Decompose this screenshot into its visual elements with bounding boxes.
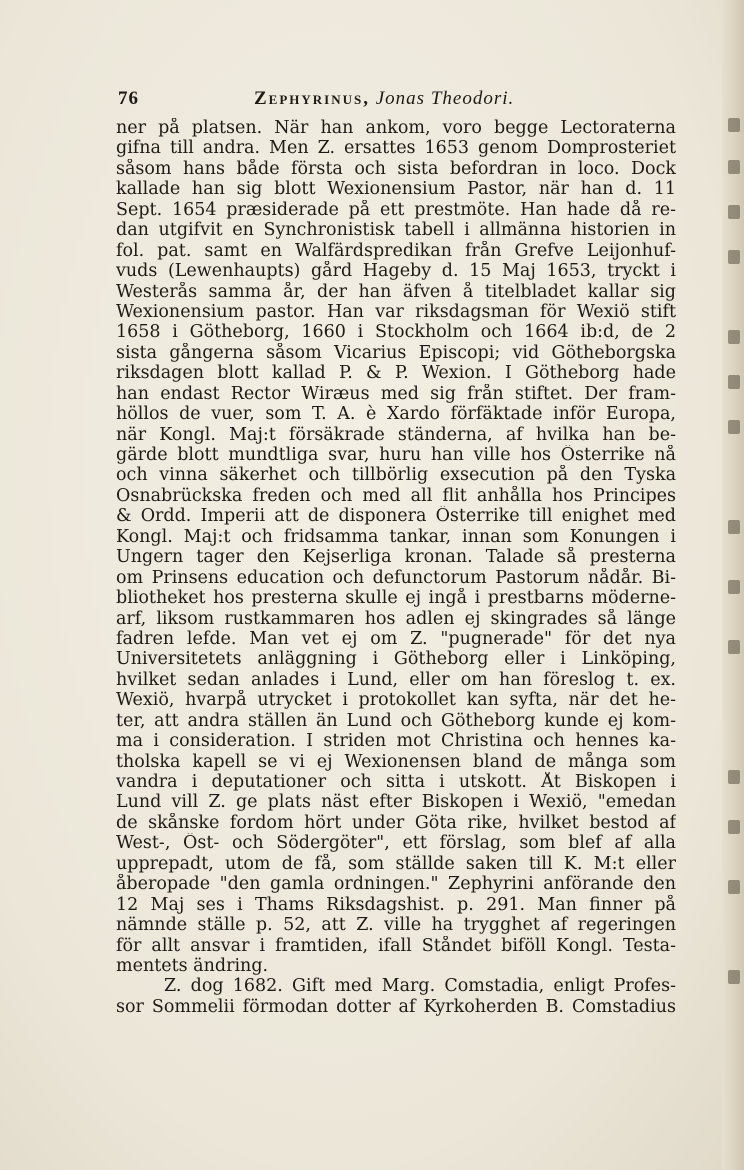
text-line: ner på platsen. När han ankom, voro begge Lectoraterna: [116, 118, 676, 138]
bleed-through-mark: [728, 118, 740, 132]
text-line: gärde blott mundtliga svar, huru han ville hos Österrike nå: [116, 445, 676, 465]
text-line: för allt ansvar i framtiden, ifall Ståndet biföll Kongl. Testa-: [116, 935, 676, 956]
bleed-through-mark: [728, 375, 740, 389]
text-line: vuds (Lewenhaupts) gård Hageby d. 15 Maj 1653, tryckt i: [116, 261, 676, 282]
text-line: & Ordd. Imperii att de disponera Österrike till enighet med: [116, 506, 676, 527]
text-line: höllos de vuer, som T. A. è Xardo förfäktade inför Europa,: [116, 404, 676, 425]
text-line: vandra i deputationer och sitta i utskott. Åt Biskopen i: [116, 772, 676, 792]
text-line: 12 Maj ses i Thams Riksdagshist. p. 291. Man finner på: [116, 894, 676, 915]
bleed-through-mark: [728, 160, 740, 174]
text-line: när Kongl. Maj:t försäkrade ständerna, af hvilka han be-: [116, 424, 676, 445]
text-line: Osnabrückska freden och med all flit anhålla hos Principes: [116, 485, 676, 506]
bleed-through-mark: [728, 880, 740, 894]
text-line: West-, Öst- och Södergöter", ett förslag, som blef af alla: [116, 833, 676, 854]
bleed-through-mark: [728, 420, 740, 434]
text-line: Westerås samma år, der han äfven å titelbladet kallar sig: [116, 281, 676, 302]
running-header: [118, 88, 678, 114]
text-line: ma i consideration. I striden mot Christina och hennes ka-: [116, 731, 676, 752]
bleed-through-mark: [728, 330, 740, 344]
text-line: gifna till andra. Men Z. ersattes 1653 genom Domprosteriet: [116, 138, 676, 159]
bleed-through-mark: [728, 250, 740, 264]
text-line: åberopade "den gamla ordningen." Zephyrini anförande den: [116, 874, 676, 895]
text-line: riksdagen blott kallad P. & P. Wexion. I Götheborg hade: [116, 363, 676, 384]
text-line: Wexionensium pastor. Han var riksdagsman för Wexiö stift: [116, 301, 676, 322]
running-head-name: Zephyrinus,: [254, 88, 370, 109]
body-text: [116, 118, 676, 1017]
text-line: nämnde ställe p. 52, att Z. ville ha trygghet af regeringen: [116, 915, 676, 936]
text-line: de skånske fordom hört under Göta rike, hvilket bestod af: [116, 812, 676, 833]
text-line: Kongl. Maj:t och fridsamma tankar, innan som Konungen i: [116, 526, 676, 547]
text-line: bliotheket hos presterna skulle ej ingå i prestbarns möderne-: [116, 588, 676, 609]
text-line: kallade han sig blott Wexionensium Pastor, när han d. 11: [116, 179, 676, 200]
text-line: fol. pat. samt en Walfärdspredikan från Grefve Leijonhuf-: [116, 240, 676, 261]
bleed-through-mark: [728, 205, 740, 219]
text-line: upprepadt, utom de få, som ställde saken till K. M:t eller: [116, 853, 676, 874]
text-line: 1658 i Götheborg, 1660 i Stockholm och 1664 ib:d, de 2: [116, 322, 676, 343]
text-line: Wexiö, hvarpå utrycket i protokollet kan syfta, när det he-: [116, 690, 676, 711]
text-line: dan utgifvit en Synchronistisk tabell i allmänna historien in: [116, 220, 676, 241]
bleed-through-mark: [728, 640, 740, 654]
running-head: [254, 88, 514, 110]
text-line: mentets ändring.: [116, 955, 269, 976]
text-line: såsom hans både första och sista befordran in loco. Dock: [116, 158, 676, 179]
text-line: han endast Rector Wiræus med sig från stiftet. Der fram-: [116, 383, 676, 404]
text-line: arf, liksom rustkammaren hos adlen ej skingrades så länge: [116, 608, 676, 629]
page-number: 76: [118, 88, 139, 109]
text-line: Lund vill Z. ge plats näst efter Biskopen i Wexiö, "emedan: [116, 792, 676, 813]
text-line: sista gångerna såsom Vicarius Episcopi; vid Götheborgska: [116, 342, 676, 363]
bleed-through-mark: [728, 820, 740, 834]
text-line: Ungern tager den Kejserliga kronan. Talade så presterna: [116, 547, 676, 568]
text-line: Z. dog 1682. Gift med Marg. Comstadia, enligt Profes-: [164, 976, 676, 997]
text-line: och vinna säkerhet och tillbörlig exsecution på den Tyska: [116, 465, 676, 486]
bleed-through-mark: [728, 770, 740, 784]
running-head-given-name: Jonas Theodori.: [375, 88, 515, 109]
bleed-through-mark: [728, 580, 740, 594]
text-line: Sept. 1654 præsiderade på ett prestmöte. Han hade då re-: [116, 199, 676, 220]
text-line: hvilket sedan anlades i Lund, eller om han föreslog t. ex.: [116, 669, 676, 690]
text-line: ter, att andra ställen än Lund och Götheborg kunde ej kom-: [116, 710, 676, 731]
text-line: Universitetets anläggning i Götheborg eller i Linköping,: [116, 649, 676, 670]
adjacent-page-edge: [722, 0, 744, 1170]
bleed-through-mark: [728, 520, 740, 534]
text-line: tholska kapell se vi ej Wexionensen bland de många som: [116, 751, 676, 772]
text-line: fadren lefde. Man vet ej om Z. "pugnerade" för det nya: [116, 628, 676, 649]
bleed-through-mark: [728, 970, 740, 984]
text-line: sor Sommelii förmodan dotter af Kyrkoherden B. Comstadius: [116, 996, 676, 1017]
text-line: om Prinsens education och defunctorum Pastorum nådår. Bi-: [116, 567, 676, 588]
